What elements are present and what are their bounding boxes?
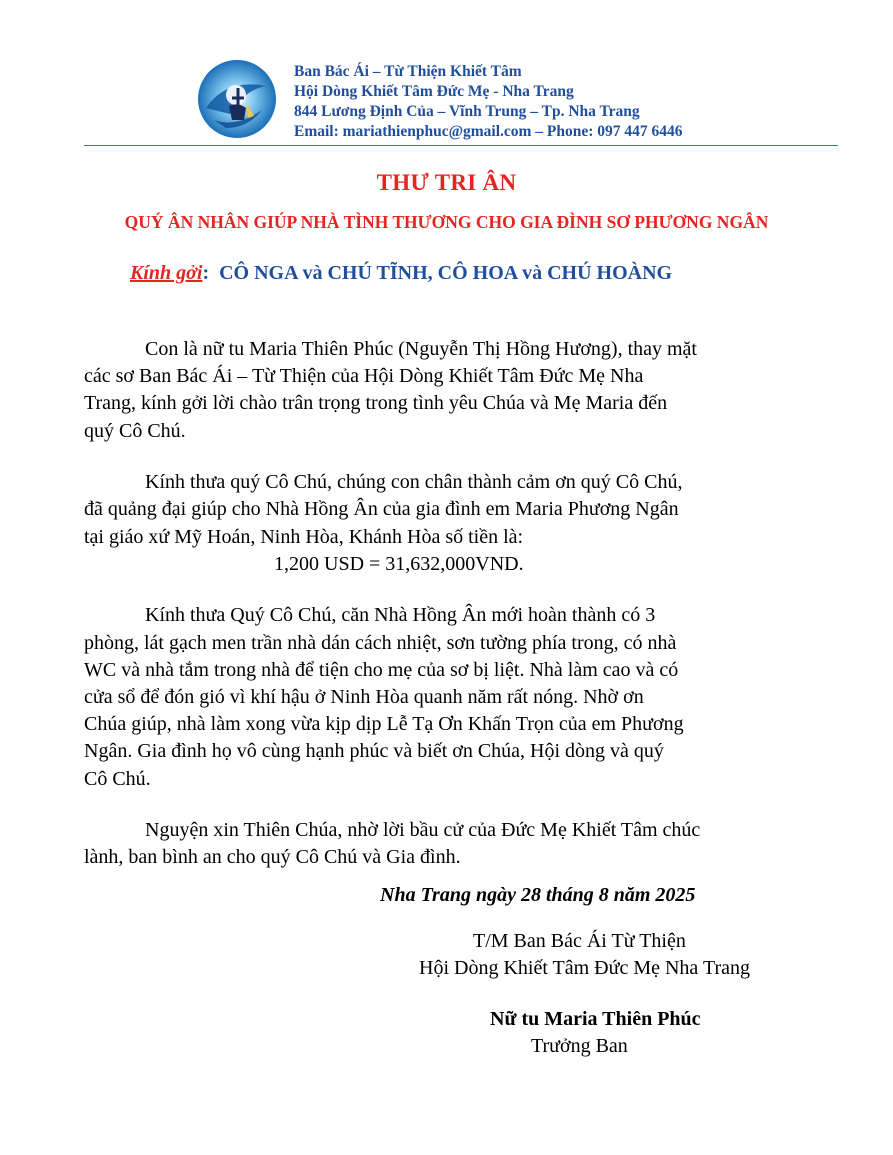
greeting-colon: :	[202, 262, 210, 284]
role-line-2: Hội Dòng Khiết Tâm Đức Mẹ Nha Trang	[419, 957, 750, 979]
p3-line: Ngân. Gia đình họ vô cùng hạnh phúc và biết ơn Chúa, Hội dòng và quý	[84, 740, 664, 763]
header-divider	[84, 145, 838, 146]
paragraph-3	[84, 602, 804, 792]
letter-title: THƯ TRI ÂN	[376, 170, 517, 195]
paragraph-4	[84, 817, 804, 871]
signer-name: Nữ tu Maria Thiên Phúc	[490, 1008, 701, 1030]
org-name: Ban Bác Ái – Từ Thiện Khiết Tâm	[294, 63, 522, 80]
p3-line: Kính thưa Quý Cô Chú, căn Nhà Hồng Ân mới hoàn thành có 3	[145, 604, 656, 627]
letter-body	[84, 336, 804, 896]
p4-line: lành, ban bình an cho quý Cô Chú và Gia đình.	[84, 846, 461, 869]
p4-line: Nguyện xin Thiên Chúa, nhờ lời bầu cử của Đức Mẹ Khiết Tâm chúc	[145, 819, 701, 842]
p3-line: Chúa giúp, nhà làm xong vừa kịp dịp Lễ Tạ Ơn Khấn Trọn của em Phương	[84, 713, 684, 736]
p2-line: tại giáo xứ Mỹ Hoán, Ninh Hòa, Khánh Hòa số tiền là:	[84, 525, 524, 548]
p1-line: các sơ Ban Bác Ái – Từ Thiện của Hội Dòng Khiết Tâm Đức Mẹ Nha	[84, 365, 644, 388]
letter-date: Nha Trang ngày 28 tháng 8 năm 2025	[380, 884, 696, 906]
p2-line: Kính thưa quý Cô Chú, chúng con chân thành cảm ơn quý Cô Chú,	[145, 471, 683, 494]
greeting-recipients: CÔ NGA và CHÚ TĨNH, CÔ HOA và CHÚ HOÀNG	[219, 262, 673, 284]
contact-line: Email: mariathienphuc@gmail.com – Phone: 097 447 6446	[294, 123, 683, 140]
p3-line: phòng, lát gạch men trần nhà dán cách nhiệt, sơn tường phía trong, có nhà	[84, 631, 677, 654]
greeting	[130, 262, 672, 285]
paragraph-1	[84, 336, 804, 445]
p3-line: cửa sổ để đón gió vì khí hậu ở Ninh Hòa quanh năm rất nóng. Nhờ ơn	[84, 686, 644, 709]
congregation-name: Hội Dòng Khiết Tâm Đức Mẹ - Nha Trang	[294, 83, 574, 100]
p3-line: WC và nhà tắm trong nhà để tiện cho mẹ của sơ bị liệt. Nhà làm cao và có	[84, 658, 679, 681]
p1-line: Con là nữ tu Maria Thiên Phúc (Nguyễn Thị Hồng Hương), thay mặt	[145, 338, 697, 360]
greeting-lead: Kính gởi	[130, 262, 203, 284]
p3-line: Cô Chú.	[84, 767, 151, 790]
p1-line: quý Cô Chú.	[84, 419, 186, 442]
donation-amount: 1,200 USD = 31,632,000VND.	[274, 552, 524, 575]
p1-line: Trang, kính gởi lời chào trân trọng trong tình yêu Chúa và Mẹ Maria đến	[84, 392, 668, 415]
p2-line: đã quảng đại giúp cho Nhà Hồng Ân của gia đình em Maria Phương Ngân	[84, 498, 679, 521]
paragraph-2	[84, 469, 804, 578]
letterhead	[294, 62, 683, 142]
role-line-1: T/M Ban Bác Ái Từ Thiện	[473, 930, 686, 952]
congregation-logo	[196, 58, 278, 140]
address: 844 Lương Định Của – Vĩnh Trung – Tp. Nha Trang	[294, 103, 640, 120]
letter-subtitle: QUÝ ÂN NHÂN GIÚP NHÀ TÌNH THƯƠNG CHO GIA ĐÌNH SƠ PHƯƠNG NGÂN	[124, 212, 769, 232]
signer-title: Trưởng Ban	[531, 1035, 628, 1057]
